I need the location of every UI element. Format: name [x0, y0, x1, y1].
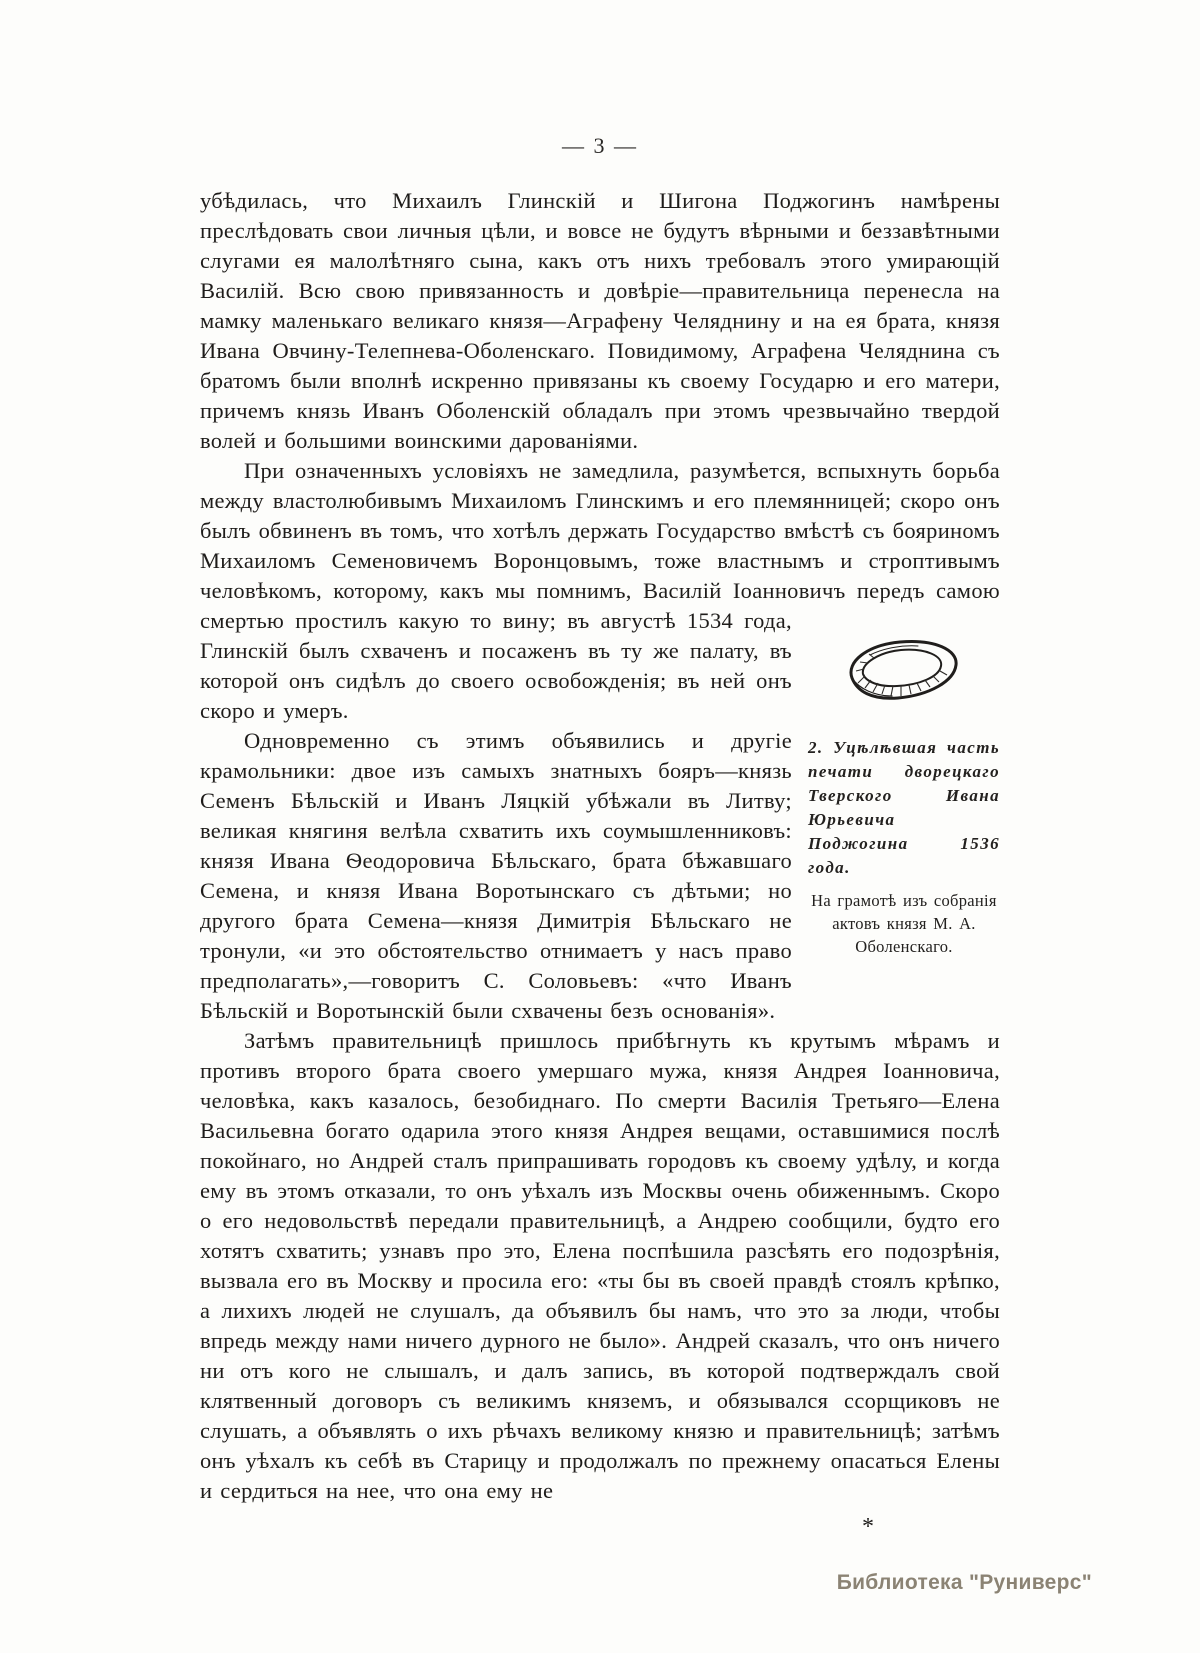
seal-image — [840, 630, 968, 714]
paragraph-text: въ августѣ 1534 года, Глинскій былъ схваченъ и посаженъ въ ту же палату, въ которой онъ сидѣлъ до своего освобожденія; въ ней онъ скоро и умеръ. — [200, 608, 792, 723]
figure-seal — [808, 606, 1000, 1006]
body-paragraph-1 — [200, 186, 1000, 456]
paragraph-text: Одновременно съ этимъ объявились и другіе крамольники: двое изъ самыхъ знатныхъ бояръ—князь Семенъ Бѣльскій и Иванъ Ляцкій убѣжали въ Литву; великая княгиня велѣла схватить ихъ соумышленниковъ: князя Ивана Ѳеодоровича Бѣльскаго, брата бѣжавшаго Семена, и князя Ивана Воротынскаго съ дѣтьми; но другого брата Семена—князя Димитрія Бѣльскаго не тронули, «и это обстоятельство отнимаетъ у насъ право предполагать»,—говоритъ С. Соловьевъ: «что Иванъ Бѣльскій и Воротынскій были схвачены безъ основанія». — [200, 728, 792, 1023]
figure-caption: 2. Уцѣлѣвшая часть печати дворецкаго Тверского Ивана Юрьевича Поджогина 1536 года. — [808, 738, 1000, 877]
paragraph-text: Затѣмъ правительницѣ пришлось прибѣгнуть къ крутымъ мѣрамъ и противъ второго брата своего умершаго мужа, князя Андрея Іоанновича, человѣка, какъ казалось, безобиднаго. По смерти Василія Третьяго—Елена Васильевна богато одарила этого князя Андрея вещами, оставшимися послѣ покойнаго, но Андрей сталъ припрашивать городовъ къ своему удѣлу, и когда ему въ этомъ отказали, то онъ уѣхалъ изъ Москвы очень обиженнымъ. Скоро о его недовольствѣ передали правительницѣ, а Андрею сообщили, будто его хотятъ схватить; узнавъ про это, Елена поспѣшила разсѣять его подозрѣнія, вызвала его въ Москву и просила его: «ты бы въ своей правдѣ стоялъ крѣпко, а лихихъ людей не слушалъ, да объявилъ бы намъ, что это за люди, чтобы впредь между нами ничего дурного не было». Андрей сказалъ, что онъ ничего ни отъ кого не слышалъ, и далъ запись, въ которой подтверждалъ свой клятвенный договоръ съ великимъ княземъ, и обязывался ссорщиковъ не слушать, а объявлять о ихъ рѣчахъ великому князю и правительницѣ; затѣмъ онъ уѣхалъ къ себѣ въ Старицу и продолжалъ по прежнему опасаться Елены и сердиться на нее, что она ему не — [200, 1028, 1000, 1503]
paragraph-text: При означенныхъ условіяхъ не замедлила, разумѣется, вспыхнуть борьба между властолюбивымъ Михаиломъ Глинскимъ и его племянницей; скоро онъ былъ обвиненъ въ томъ, что хотѣлъ держать Государство вмѣстѣ съ бояриномъ Михаиломъ Семеновичемъ Воронцовымъ, тоже властнымъ и строптивымъ человѣкомъ, которому, какъ мы помнимъ, Василій Іоанновичъ передъ самою смертью простилъ какую то вину; — [200, 458, 1000, 633]
seal-image-wrap — [808, 630, 1000, 722]
library-watermark: Библиотека "Руниверс" — [836, 1571, 1092, 1594]
page-number: — 3 — — [562, 133, 638, 158]
text-block — [200, 186, 1000, 1542]
body-paragraph-4 — [200, 1026, 1000, 1506]
figure-caption-source: На грамотѣ изъ собранія актовъ князя М. А. Оболенскаго. — [811, 891, 997, 956]
signature-mark: * — [862, 1514, 875, 1540]
paragraph-text: убѣдилась, что Михаилъ Глинскій и Шигона Поджогинъ намѣрены преслѣдовать свои личныя цѣли, и вовсе не будутъ вѣрными и беззавѣтными слугами ея малолѣтняго сына, какъ отъ нихъ требовалъ этого умирающій Василій. Всю свою привязанность и довѣріе—правительница перенесла на мамку маленькаго великаго князя—Аграфену Челяднину и на ея брата, князя Ивана Овчину-Телепнева-Оболенскаго. Повидимому, Аграфена Челяднина съ братомъ были вполнѣ искренно привязаны къ своему Государю и его матери, причемъ князь Иванъ Оболенскій обладалъ при этомъ чрезвычайно твердой волей и большими воинскими дарованіями. — [200, 188, 1000, 453]
